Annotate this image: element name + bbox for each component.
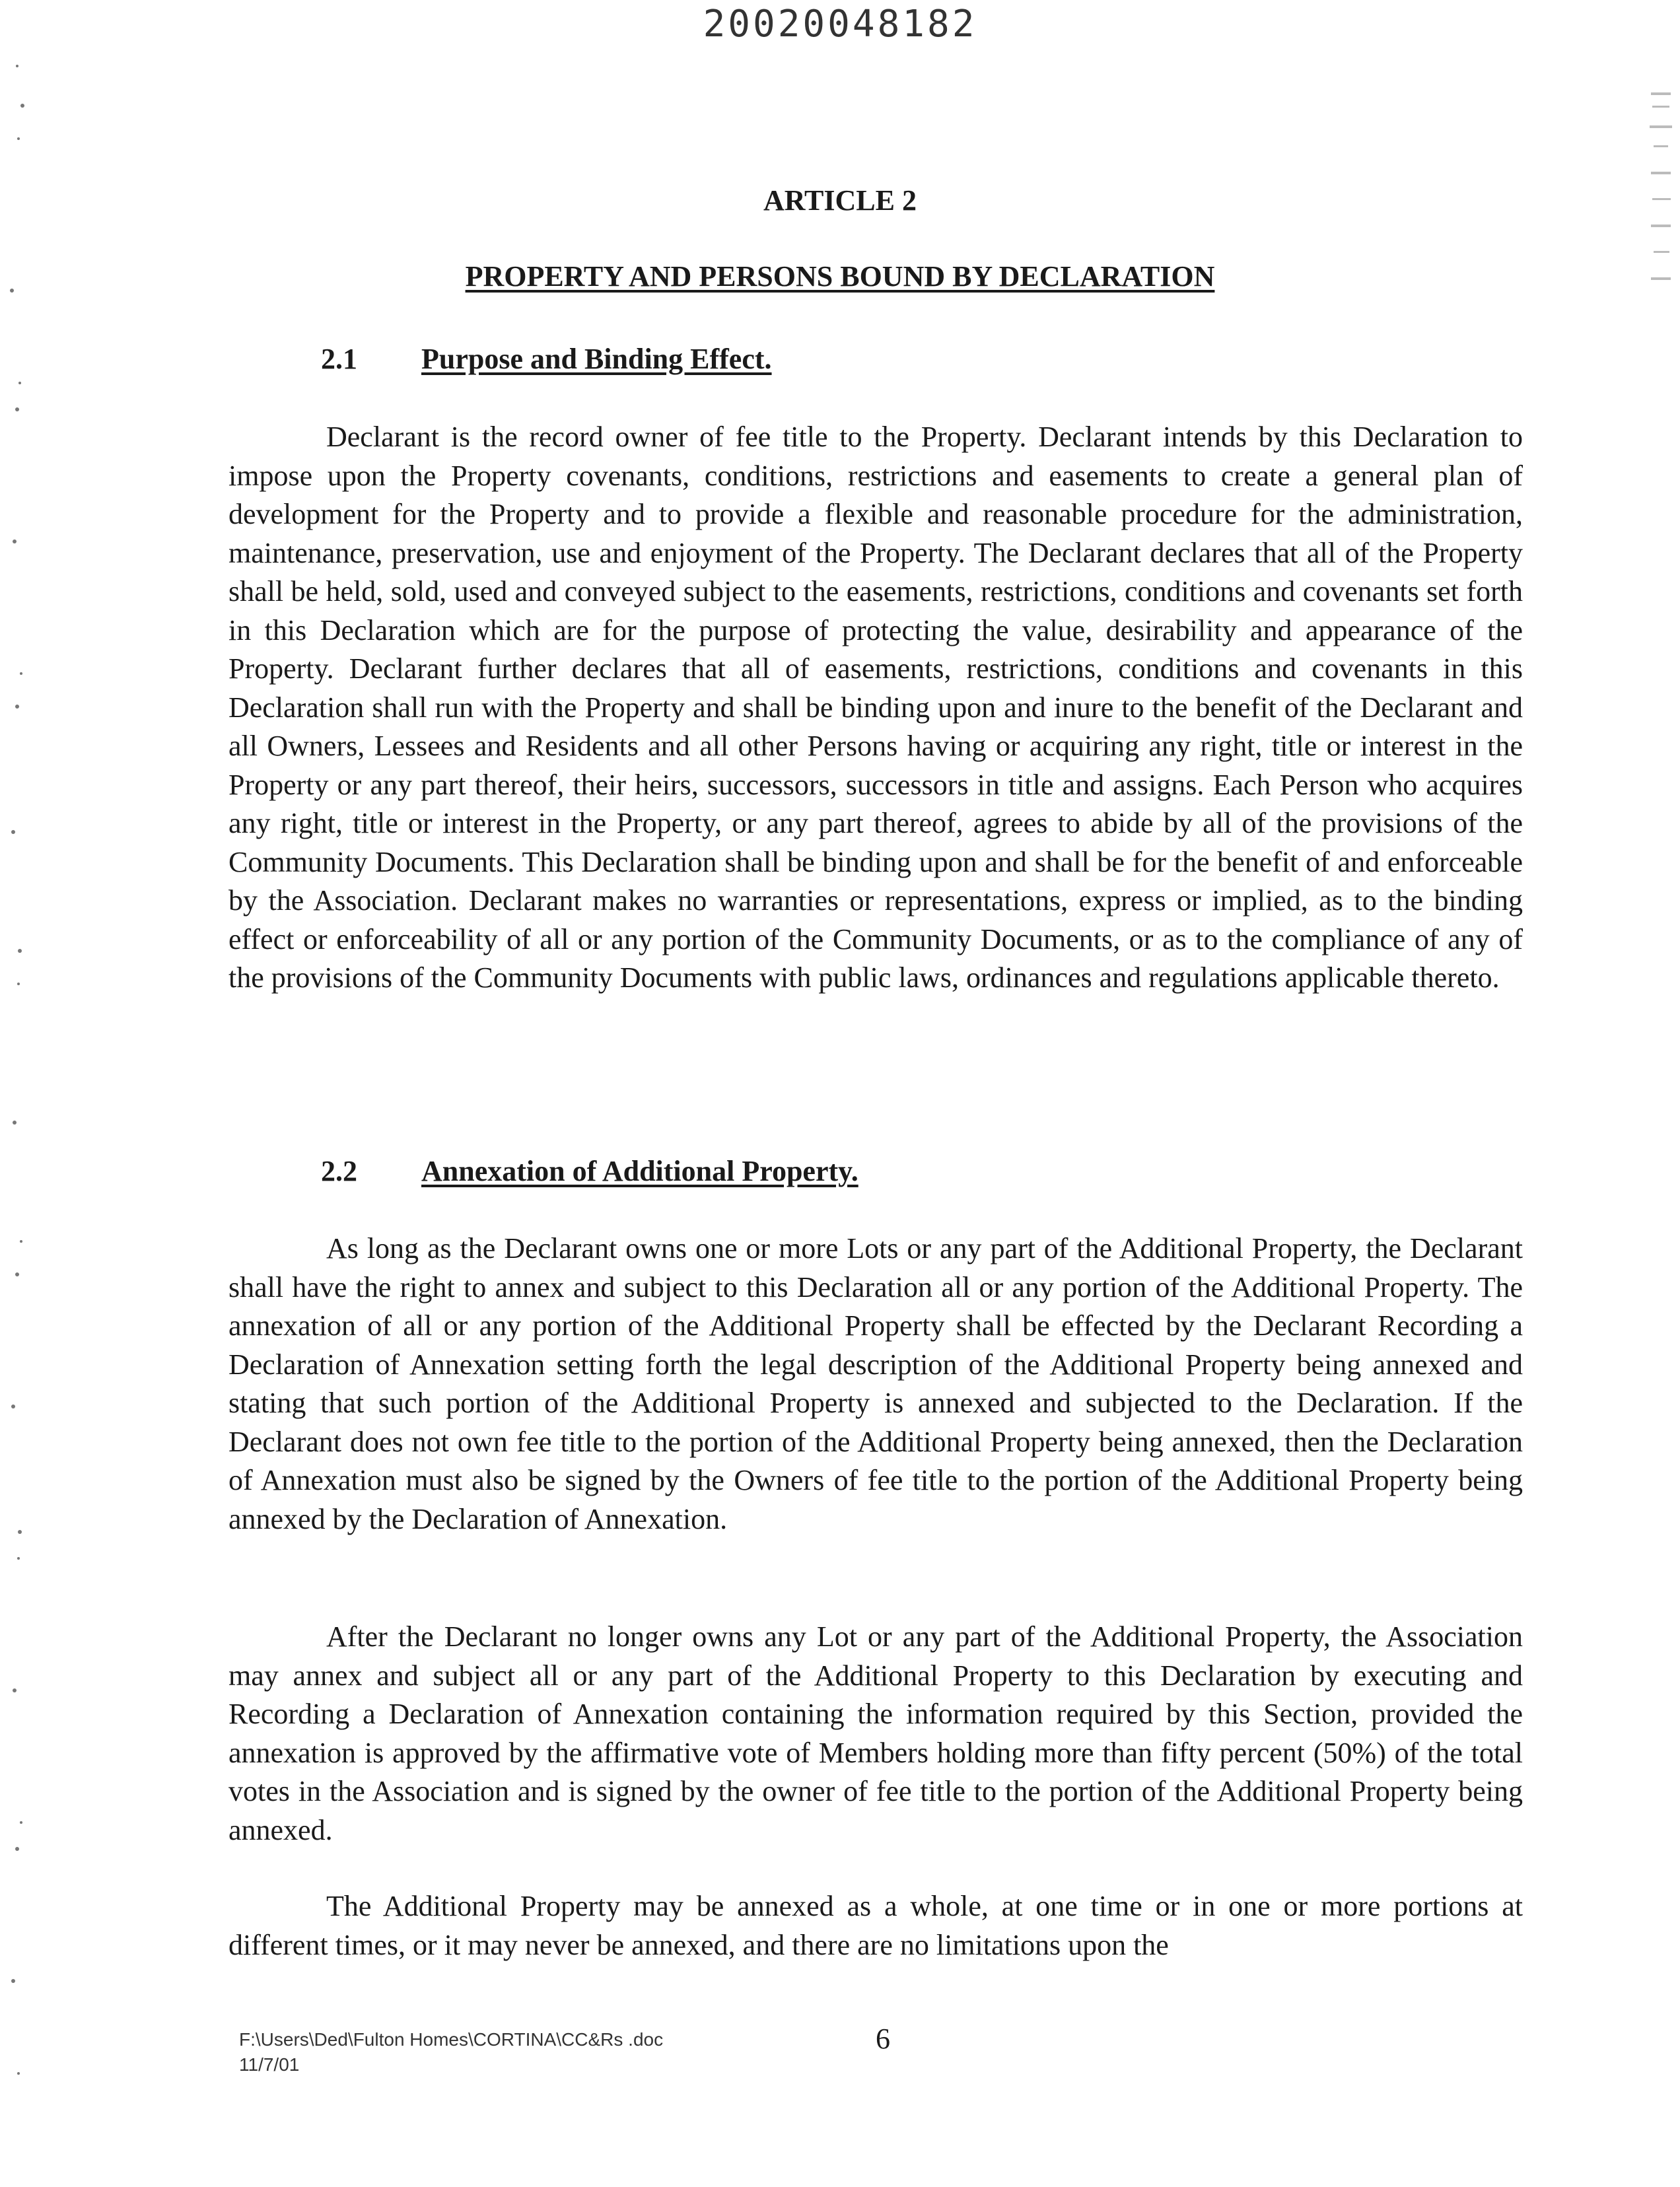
section-heading-2-2 (321, 1154, 858, 1188)
section-heading-2-1 (321, 342, 772, 376)
paragraph-annexation-portions: The Additional Property may be annexed as a whole, at one time or in one or more portions at different times, or it may never be annexed, and there are no limitations upon the (228, 1890, 1523, 1961)
section-title: Purpose and Binding Effect. (421, 343, 772, 375)
article-title: ARTICLE 2 (763, 184, 917, 217)
section-number: 2.1 (321, 343, 357, 375)
page-number: 6 (876, 2023, 890, 2055)
paragraph-annexation-by-association: After the Declarant no longer owns any Lot or any part of the Additional Property, the Association may annex and subject all or any part of the Additional Property to this Declaration by executing and Recording a Declaration of Annexation containing the information required by this Section, provided the annexation is approved by the affirmative vote of Members holding more than fifty percent (50%) of the total votes in the Association and is signed by the owner of fee title to the portion of the Additional Property being annexed. (228, 1620, 1523, 1846)
footer-file-info (239, 2027, 663, 2077)
section-number: 2.2 (321, 1155, 357, 1187)
paragraph-annexation-by-declarant: As long as the Declarant owns one or more Lots or any part of the Additional Property, the Declarant shall have the right to annex and subject to this Declaration all or any portion of the Additional Property. The annexation of all or any portion of the Additional Property shall be effected by the Declarant Recording a Declaration of Annexation setting forth the legal description of the Additional Property being annexed and stating that such portion of the Additional Property is annexed and subjected to the Declaration. If the Declarant does not own fee title to the portion of the Additional Property being annexed, then the Declaration of Annexation must also be signed by the Owners of fee title to the portion of the Additional Property being annexed by the Declaration of Annexation. (228, 1232, 1523, 1535)
document-number: 20020048182 (703, 3, 977, 46)
section-title: Annexation of Additional Property. (421, 1155, 858, 1187)
article-subtitle: PROPERTY AND PERSONS BOUND BY DECLARATION (465, 260, 1215, 293)
paragraph-purpose-binding-effect: Declarant is the record owner of fee title to the Property. Declarant intends by this Declaration to impose upon the Property covenants, conditions, restrictions and easements to create a general plan of development for the Property and to provide a flexible and reasonable procedure for the administration, maintenance, preservation, use and enjoyment of the Property. The Declarant declares that all of the Property shall be held, sold, used and conveyed subject to the easements, restrictions, conditions and covenants set forth in this Declaration which are for the purpose of protecting the value, desirability and appearance of the Property. Declarant further declares that all of easements, restrictions, conditions and covenants in this Declaration shall run with the Property and shall be binding upon and inure to the benefit of the Declarant and all Owners, Lessees and Residents and all other Persons having or acquiring any right, title or interest in the Property or any part thereof, their heirs, successors, successors in title and assigns. Each Person who acquires any right, title or interest in the Property, or any part thereof, agrees to abide by all of the provisions of the Community Documents. This Declaration shall be binding upon and shall be for the benefit of and enforceable by the Association. Declarant makes no warranties or representations, express or implied, as to the binding effect or enforceability of all or any portion of the Community Documents, or as to the compliance of any of the provisions of the Community Documents with public laws, ordinances and regulations applicable thereto. (228, 421, 1523, 994)
scan-margin-marks (4, 40, 30, 2153)
footer-file-path: F:\Users\Ded\Fulton Homes\CORTINA\CC&Rs .doc (239, 2029, 664, 2050)
footer-date: 11/7/01 (239, 2054, 300, 2075)
